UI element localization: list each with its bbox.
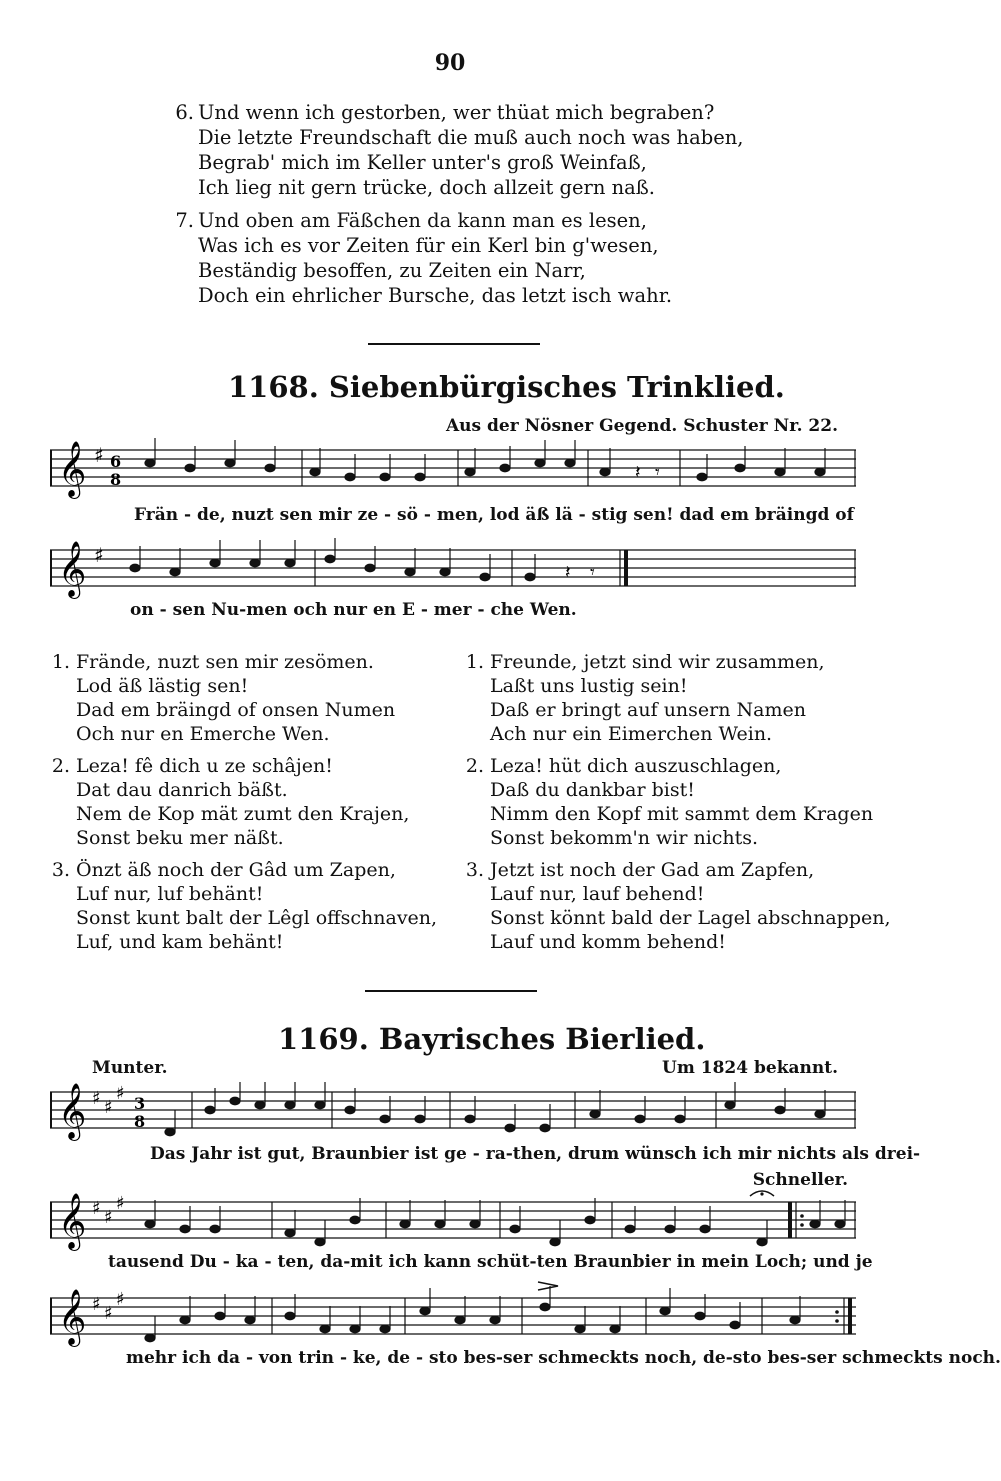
verse-number: 1. — [51, 651, 70, 673]
svg-text:𝄾: 𝄾 — [655, 462, 660, 483]
music-staff-1169-1 — [50, 1080, 860, 1140]
verse-line: Laßt uns lustig sein! — [490, 675, 688, 697]
svg-text:8: 8 — [134, 1112, 146, 1131]
song-title-1169 — [278, 1022, 705, 1056]
section-divider — [368, 343, 540, 345]
verse-line: Sonst könnt bald der Lagel abschnappen, — [490, 907, 891, 929]
time-sig-lower: 8 — [110, 470, 122, 489]
song-number: 1168. — [228, 370, 319, 404]
verse-line: Och nur en Emerche Wen. — [76, 723, 330, 745]
lyrics-line: on - sen Nu-men och nur en E - mer - che Wen. — [130, 600, 577, 620]
music-staff-1169-3 — [50, 1286, 860, 1346]
stanza-2 — [48, 754, 437, 850]
stanza-3 — [48, 858, 437, 954]
song-source: Um 1824 bekannt. — [662, 1058, 838, 1078]
stanza-2 — [462, 754, 891, 850]
verse-line: Dad em bräingd of onsen Numen — [76, 699, 396, 721]
verse-line: Jetzt ist noch der Gad am Zapfen, — [490, 859, 815, 881]
song-title-1168 — [228, 370, 785, 404]
lyrics-line: Das Jahr ist gut, Braunbier ist ge - ra-then, drum wünsch ich mir nichts als drei- — [150, 1144, 921, 1164]
verse-number: 3. — [51, 859, 70, 881]
verse-number: 1. — [465, 651, 484, 673]
svg-text:𝄞: 𝄞 — [58, 541, 87, 597]
stanza-1 — [48, 650, 437, 746]
lyrics-line: tausend Du - ka - ten, da-mit ich kann schüt-ten Braunbier in mein Loch; und je — [108, 1252, 873, 1272]
verse-number: 2. — [465, 755, 484, 777]
stanza-3 — [462, 858, 891, 954]
music-staff-1169-2 — [50, 1190, 860, 1250]
verse-line: Dat dau danrich bäßt. — [76, 779, 288, 801]
lyrics-line: Frän - de, nuzt sen mir ze - sö - men, lod äß lä - stig sen! dad em bräingd of — [134, 505, 854, 525]
verse-number: 7. — [175, 209, 194, 232]
verse-line: Frände, nuzt sen mir zesömen. — [76, 651, 374, 673]
verse-line: Ich lieg nit gern trücke, doch allzeit gern naß. — [198, 176, 655, 199]
verse-line: Leza! hüt dich auszuschlagen, — [490, 755, 782, 777]
treble-clef-icon: 𝄞 — [58, 441, 87, 497]
verse-line: Lod äß lästig sen! — [76, 675, 249, 697]
svg-text:♯: ♯ — [116, 1289, 125, 1310]
verse-line: Sonst bekomm'n wir nichts. — [490, 827, 759, 849]
song-number: 1169. — [278, 1022, 369, 1056]
verse-line: Und wenn ich gestorben, wer thüat mich begraben? — [198, 101, 715, 124]
svg-text:𝄞: 𝄞 — [58, 1083, 87, 1139]
verse-line: Ach nur ein Eimerchen Wein. — [490, 723, 773, 745]
tempo-change: Schneller. — [752, 1170, 848, 1190]
verse-line: Die letzte Freundschaft die muß auch noch was haben, — [198, 126, 744, 149]
verse-line: Was ich es vor Zeiten für ein Kerl bin g'wesen, — [198, 234, 659, 257]
verse-number: 3. — [465, 859, 484, 881]
verse-number: 6. — [175, 101, 194, 124]
svg-text:♯: ♯ — [94, 543, 104, 567]
svg-text:𝄞: 𝄞 — [58, 1289, 87, 1345]
verses-german — [462, 650, 891, 962]
verse-line: Lauf nur, lauf behend! — [490, 883, 705, 905]
verse-line: Luf nur, luf behänt! — [76, 883, 264, 905]
svg-text:𝄽: 𝄽 — [635, 462, 641, 483]
svg-text:𝄾: 𝄾 — [590, 562, 595, 583]
lyrics-line: mehr ich da - von trin - ke, de - sto bes-ser schmeckts noch, de-sto bes-ser schmeckts noch. — [126, 1348, 1001, 1368]
verse-line: Und oben am Fäßchen da kann man es lesen, — [198, 209, 647, 232]
svg-text:♯: ♯ — [104, 1207, 113, 1228]
verse-7 — [168, 208, 672, 308]
verse-line: Lauf und komm behend! — [490, 931, 726, 953]
svg-text:♯: ♯ — [94, 443, 104, 467]
verse-line: Leza! fê dich u ze schâjen! — [76, 755, 333, 777]
verse-line: Beständig besoffen, zu Zeiten ein Narr, — [198, 259, 586, 282]
song-title: Bayrisches Bierlied. — [378, 1022, 706, 1056]
svg-text:♯: ♯ — [92, 1294, 101, 1315]
svg-text:3: 3 — [134, 1094, 146, 1113]
verse-line: Nimm den Kopf mit sammt dem Kragen — [490, 803, 874, 825]
verse-line: Sonst beku mer näßt. — [76, 827, 284, 849]
svg-text:♯: ♯ — [92, 1088, 101, 1109]
verse-line: Sonst kunt balt der Lêgl offschnaven, — [76, 907, 438, 929]
music-staff-1168-2 — [50, 538, 860, 598]
svg-text:♯: ♯ — [92, 1198, 101, 1219]
svg-text:♯: ♯ — [104, 1097, 113, 1118]
song-source: Aus der Nösner Gegend. Schuster Nr. 22. — [445, 416, 838, 436]
page-number: 90 — [434, 50, 466, 76]
svg-text:♯: ♯ — [116, 1193, 125, 1214]
time-sig-upper: 6 — [110, 452, 122, 471]
verse-line: Nem de Kop mät zumt den Krajen, — [76, 803, 410, 825]
section-divider — [365, 990, 537, 992]
verse-line: Daß du dankbar bist! — [490, 779, 695, 801]
verse-line: Doch ein ehrlicher Bursche, das letzt isch wahr. — [198, 284, 673, 307]
music-staff-1168-1 — [50, 438, 860, 498]
verse-line: Begrab' mich im Keller unter's groß Weinfaß, — [198, 151, 647, 174]
verse-6 — [168, 100, 744, 200]
song-title: Siebenbürgisches Trinklied. — [328, 370, 785, 404]
verse-line: Daß er bringt auf unsern Namen — [490, 699, 806, 721]
svg-text:♯: ♯ — [116, 1083, 125, 1104]
svg-text:𝄞: 𝄞 — [58, 1193, 87, 1249]
verse-line: Önzt äß noch der Gâd um Zapen, — [76, 859, 396, 881]
svg-text:𝄽: 𝄽 — [565, 562, 571, 583]
svg-text:♯: ♯ — [104, 1303, 113, 1324]
verse-line: Luf, und kam behänt! — [76, 931, 284, 953]
stanza-1 — [462, 650, 891, 746]
tempo-marking: Munter. — [92, 1058, 168, 1078]
verses-dialect — [48, 650, 437, 962]
verse-number: 2. — [51, 755, 70, 777]
verse-line: Freunde, jetzt sind wir zusammen, — [490, 651, 825, 673]
